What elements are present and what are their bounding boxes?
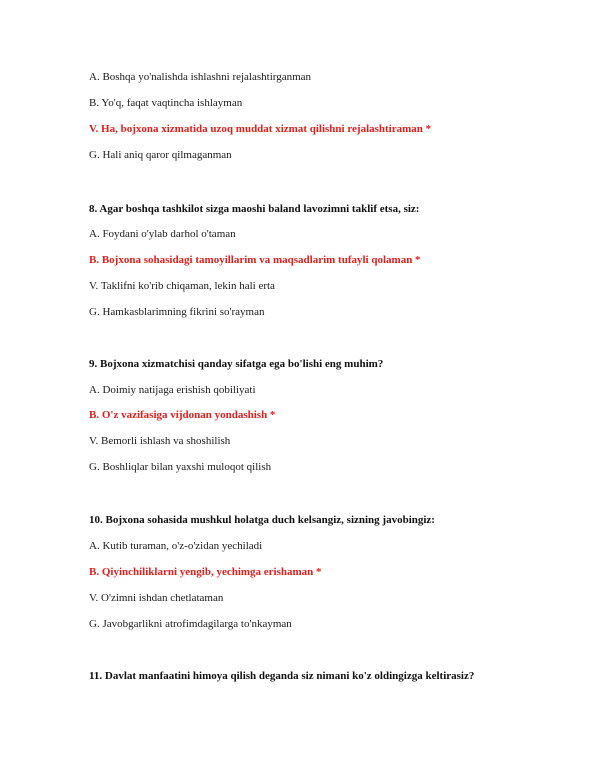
- answer-option: G. Boshliqlar bilan yaxshi muloqot qilish: [89, 461, 272, 473]
- answer-option: V. Taklifni ko'rib chiqaman, lekin hali erta: [89, 280, 275, 292]
- correct-answer: B. Qiyinchiliklarni yengib, yechimga erishaman *: [89, 566, 322, 578]
- question-11: 11. Davlat manfaatini himoya qilish deganda siz nimani ko'z oldingizga keltirasiz?: [89, 670, 475, 682]
- answer-option: B. Yo'q, faqat vaqtincha ishlayman: [89, 97, 243, 109]
- correct-answer: V. Ha, bojxona xizmatida uzoq muddat xizmat qilishni rejalashtiraman *: [89, 123, 432, 135]
- correct-answer: B. Bojxona sohasidagi tamoyillarim va maqsadlarim tufayli qolaman *: [89, 254, 421, 266]
- answer-option: A. Foydani o'ylab darhol o'taman: [89, 228, 236, 240]
- answer-option: A. Doimiy natijaga erishish qobiliyati: [89, 384, 256, 396]
- question-10: 10. Bojxona sohasida mushkul holatga duch kelsangiz, sizning javobingiz:: [89, 514, 435, 526]
- answer-option: G. Hamkasblarimning fikrini so'rayman: [89, 306, 265, 318]
- answer-option: G. Javobgarlikni atrofimdagilarga to'nkayman: [89, 618, 292, 630]
- answer-option: A. Boshqa yo'nalishda ishlashni rejalashtirganman: [89, 71, 312, 83]
- question-8: 8. Agar boshqa tashkilot sizga maoshi baland lavozimni taklif etsa, siz:: [89, 203, 420, 215]
- answer-option: A. Kutib turaman, o'z-o'zidan yechiladi: [89, 540, 263, 552]
- question-9: 9. Bojxona xizmatchisi qanday sifatga ega bo'lishi eng muhim?: [89, 358, 384, 370]
- answer-option: G. Hali aniq qaror qilmaganman: [89, 149, 232, 161]
- answer-option: V. O'zimni ishdan chetlataman: [89, 592, 224, 604]
- correct-answer: B. O'z vazifasiga vijdonan yondashish *: [89, 409, 276, 421]
- answer-option: V. Bemorli ishlash va shoshilish: [89, 435, 231, 447]
